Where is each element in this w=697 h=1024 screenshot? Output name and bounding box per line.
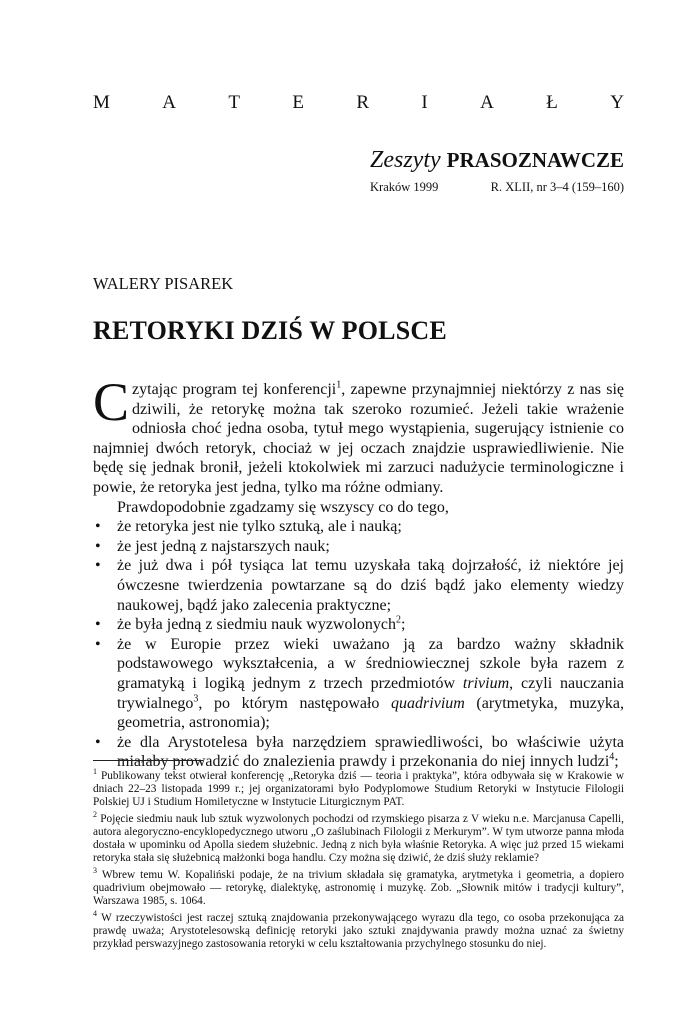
bullet-list [93,517,624,772]
text-run: (arytmetyka, muzyka, geometria, astronomia); [117,694,624,732]
list-item: • że jest jedną z najstarszych nauk; [93,537,624,557]
journal-header [370,146,624,195]
footnote-ref-2: 2 [396,614,402,626]
place-year: Kraków 1999 [370,180,439,194]
text-run: ; [614,753,619,771]
list-item: • że już dwa i pół tysiąca lat temu uzyskała taką dojrzałość, iż niektóre jej ówczesne twierdzenia powtarzane są do dziś bądź jako elementy wiedzy naukowej, bądź jako zalecenia praktyczne; [93,556,624,615]
footnote-number: 1 [93,767,97,777]
article-body [93,372,625,772]
footnote-ref-3: 3 [193,693,199,705]
journal-title [370,146,624,174]
footnote-text: Pojęcie siedmiu nauk lub sztuk wyzwolonych pochodzi od rzymskiego pisarza z V wieku n.e. Marcjanusa Capelli, autora alegoryczno-encyklopedycznego utworu „O zaślubinach Filologii z Merkurym”. W tym utworze panna młoda dostała w upominku od Apolla siedem służebnic. Jedną z nich była właśnie Retoryka. A więc już przed 15 wiekami retoryka stała się służebnicą małżonki boga handlu. Czy można się dziwić, że dziś służy reklamie? [93,813,624,864]
footnote-2 [93,810,624,865]
footnote-number: 2 [93,810,97,820]
text-run: , czyli nauczania trywialnego [117,674,625,712]
footnote-text: Wbrew temu W. Kopaliński podaje, że na trivium składała się gramatyka, arytmetyka i geometria, a dopiero quadrivium obejmowało — retorykę, dialektykę, astronomię i muzykę. Zob. „Słownik mitów i tradycji kultury”, Warszawa 1985, s. 1064. [93,869,624,907]
drop-cap: C [93,372,130,432]
footnote-text: W rzeczywistości jest raczej sztuką znajdowania przekonywającego wyrazu dla tego, co osoba przekonująca za prawdę uważa; Arystotelesowską definicję retoryki jako sztuki znajdywania prawdy można uznać za świetny przykład perswazyjnego zastosowania retoryki w celu kształtowania przychylnego stosunku do niej. [93,912,624,950]
footnote-ref-4: 4 [609,751,615,763]
footnote-ref-1: 1 [336,379,342,391]
italic-term: trivium [462,674,510,692]
text-run: , zapewne przynajmniej niektórzy z nas się dziwili, że retorykę można tak szeroko rozumieć. Jeżeli takie wrażenie odniosła choć jedna osoba, tytuł mego wystąpienia, sugerujący istnienie co najmniej dwóch retoryk, chociaż w jej oczach znajdzie usprawiedliwienie. Nie będę się jednak bronił, jeżeli ktokolwiek mi zarzuci nadużycie terminologiczne i powie, że retoryka jest jedna, tylko ma różne odmiany. [93,381,625,496]
italic-term: quadrivium [391,694,465,712]
author-name: WALERY PISAREK [93,274,234,293]
footnote-1 [93,767,624,809]
text-run: , po którym następowało [198,694,392,712]
footnote-3 [93,866,624,908]
footnote-number: 3 [93,866,97,876]
list-item [93,733,624,772]
section-letter: A [162,92,177,113]
section-letter: Ł [546,92,558,113]
journal-name-italic: Zeszyty [370,147,441,173]
footnote-divider [93,760,203,761]
section-letter: E [292,92,304,113]
paragraph-2: Prawdopodobnie zgadzamy się wszyscy co do tego, [117,498,449,516]
journal-name-bold: PRASOZNAWCZE [446,148,625,172]
footnote-number: 4 [93,909,97,919]
article-title: RETORYKI DZIŚ W POLSCE [93,316,447,345]
list-item [93,635,624,733]
footnote-text: Publikowany tekst otwierał konferencję „Retoryka dziś — teoria i praktyka”, która odbywała się w Krakowie w dniach 22–23 listopada 1999 r.; jej organizatorami było Podyplomowe Studium Retoryki w Instytucie Filologii Polskiej UJ i Studium Homiletyczne w Instytucie Liturgicznym PAT. [93,770,624,808]
section-letter: R [356,92,370,113]
section-letter: Y [610,92,624,113]
text-run: że dla Arystotelesa była narzędziem sprawiedliwości, bo właściwie użyta miałaby prowadzić do znalezienia prawdy i przekonania do niej innych ludzi [117,733,624,771]
paragraph-1 [93,372,625,498]
volume-info: R. XLII, nr 3–4 (159–160) [490,180,624,194]
text-run: że była jedną z siedmiu nauk wyzwolonych [117,616,397,634]
list-item: • że retoryka jest nie tylko sztuką, ale i nauką; [93,517,624,537]
text-run: że w Europie przez wieki uważano ją za bardzo ważny składnik podstawowego wykształcenia, a w średniowiecznej szkole była razem z gramatyką i logiką jednym z trzech przedmiotów [117,635,624,692]
section-letter: M [93,92,110,113]
footnotes [93,767,624,955]
footnote-4 [93,909,624,951]
text-run: ; [401,616,406,634]
section-letter: T [228,92,240,113]
journal-meta [370,180,624,195]
section-letter: I [421,92,428,113]
section-letter: A [480,92,494,113]
section-label [93,92,624,114]
text-run: zytając program tej konferencji [132,381,337,398]
list-item [93,615,624,635]
